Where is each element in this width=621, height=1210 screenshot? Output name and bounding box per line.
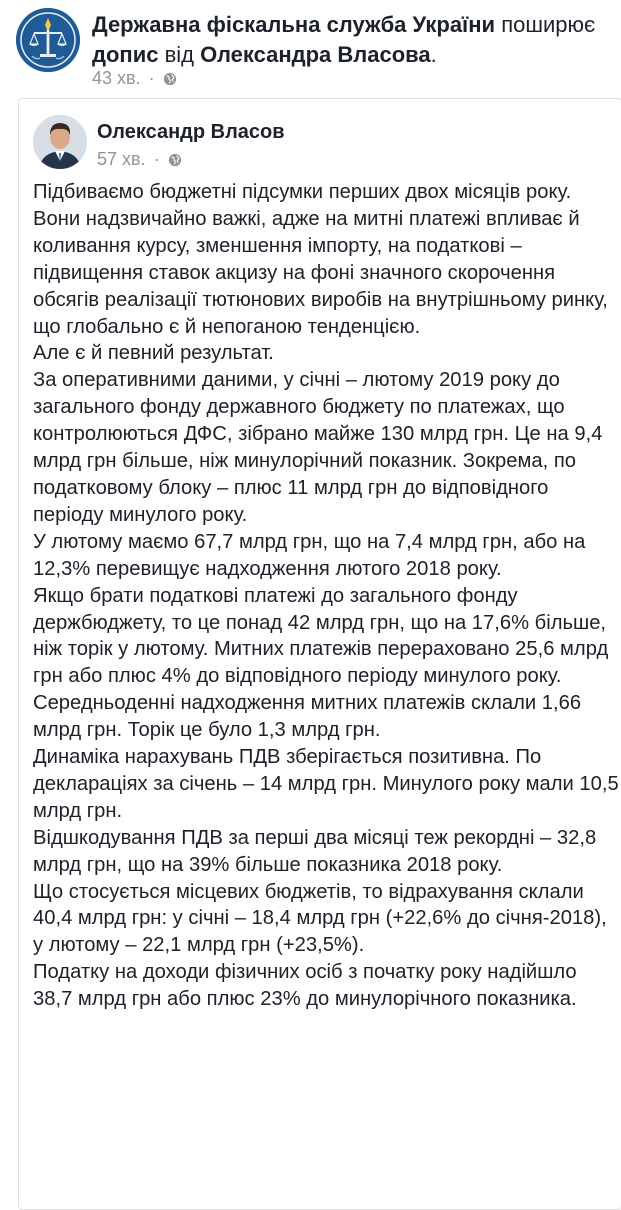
post-link[interactable]: допис [92, 42, 159, 67]
person-photo-icon [33, 115, 87, 169]
org-name-link[interactable]: Державна фіскальна служба України [92, 12, 496, 37]
meta-separator: · [153, 149, 160, 169]
author-avatar[interactable] [33, 115, 87, 169]
share-text [92, 10, 617, 70]
post-paragraph: За оперативними даними, у січні – лютому 2019 року до загального фонду державного бюджету по платежах, що контролюються ДФС, зібрано майже 130 млрд грн. Це на 9,4 млрд грн більше, ніж минулорічний показник. Зокрема, по податковому блоку – плюс 11 млрд грн до відповідного періоду минулого року. [33, 369, 603, 526]
share-time[interactable]: 43 хв. [92, 68, 141, 88]
share-preposition: від [164, 42, 194, 67]
post-paragraph: Податку на доходи фізичних осіб з початку року надійшло 38,7 млрд грн або плюс 23% до минулорічного показника. [33, 961, 577, 1011]
shared-post-card [18, 98, 621, 1210]
post-paragraph: Якщо брати податкові платежі до загального фонду держбюджету, то це понад 42 млрд грн, що на 17,6% більше, ніж торік у лютому. Митних платежів перераховано 25,6 млрд грн або плюс 4% до відповідного періоду минулого року. Середньоденні надходження митних платежів склали 1,66 млрд грн. Торік це було 1,3 млрд грн. [33, 584, 609, 742]
post-paragraph: Що стосується місцевих бюджетів, то відрахування склали 40,4 млрд грн: у січні – 18,4 млрд грн (+22,6% до січня-2018), у лютому – 22,1 млрд грн (+23,5%). [33, 880, 607, 957]
share-meta [92, 68, 177, 89]
tax-service-emblem-icon [16, 8, 80, 72]
globe-icon[interactable] [163, 72, 177, 86]
share-header [16, 8, 616, 88]
author-link[interactable]: Олександра Власова [200, 42, 431, 67]
meta-separator: · [148, 68, 155, 88]
post-paragraph: Відшкодування ПДВ за перші два місяці теж рекордні – 32,8 млрд грн, що на 39% більше показника 2018 року. [33, 826, 597, 876]
post-paragraph: Підбиваємо бюджетні підсумки перших двох місяців року. Вони надзвичайно важкі, адже на митні платежі впливає й коливання курсу, зменшення імпорту, на податкові – підвищення ставок акцизу на фоні значного скорочення обсягів реалізації тютюнових виробів на внутрішньому ринку, що глобально є й непоганою тенденцією. [33, 181, 608, 338]
share-verb: поширює [501, 12, 596, 37]
post-paragraph: Динаміка нарахувань ПДВ зберігається позитивна. По деклараціях за січень – 14 млрд грн. Минулого року мали 10,5 млрд грн. [33, 746, 619, 822]
post-paragraph: У лютому маємо 67,7 млрд грн, що на 7,4 млрд грн, або на 12,3% перевищує надходження лютого 2018 року. [33, 530, 586, 580]
post-body [33, 179, 619, 1013]
author-name[interactable]: Олександр Власов [97, 121, 285, 143]
share-period: . [430, 42, 437, 67]
org-avatar[interactable] [16, 8, 80, 72]
globe-icon[interactable] [168, 153, 182, 167]
post-paragraph: Але є й певний результат. [33, 342, 274, 365]
post-time[interactable]: 57 хв. [97, 149, 146, 169]
author-meta [97, 149, 182, 170]
